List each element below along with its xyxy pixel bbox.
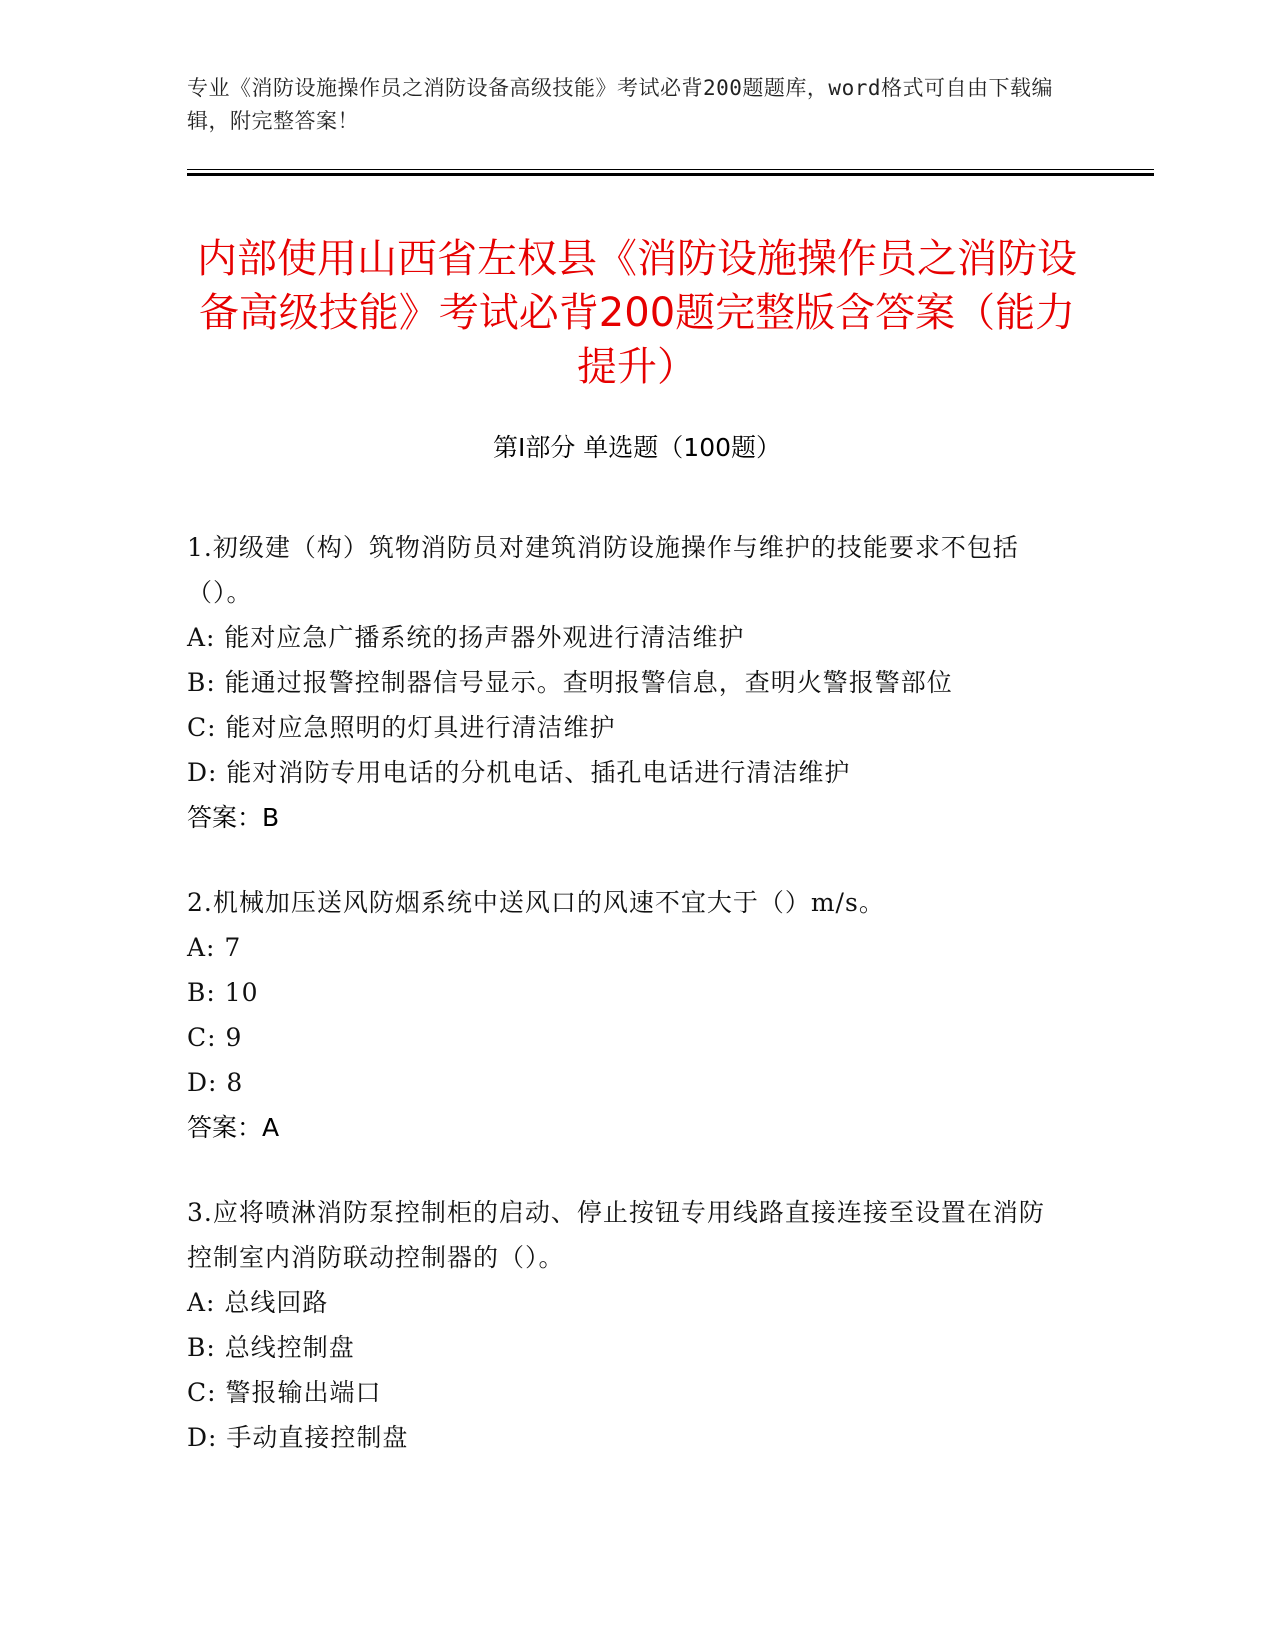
document-title: 内部使用山西省左权县《消防设施操作员之消防设备高级技能》考试必背200题完整版含答案（能力提升） — [197, 236, 1077, 390]
header-divider-thin — [187, 169, 1154, 170]
option-b: B: 总线控制盘 — [187, 1333, 355, 1362]
option-c: C: 警报输出端口 — [187, 1378, 382, 1407]
question-3 — [187, 1190, 1067, 1460]
header-divider-thick — [187, 173, 1154, 176]
question-1 — [187, 525, 1067, 840]
option-a: A: 7 — [187, 933, 242, 962]
question-stem: 1.初级建（构）筑物消防员对建筑消防设施操作与维护的技能要求不包括（）。 — [187, 533, 1019, 607]
option-c: C: 能对应急照明的灯具进行清洁维护 — [187, 713, 616, 742]
answer-line: 答案：B — [187, 803, 280, 832]
question-stem: 2.机械加压送风防烟系统中送风口的风速不宜大于（）m/s。 — [187, 888, 885, 917]
option-b: B: 能通过报警控制器信号显示。查明报警信息，查明火警报警部位 — [187, 668, 953, 697]
option-a: A: 能对应急广播系统的扬声器外观进行清洁维护 — [187, 623, 745, 652]
option-d: D: 手动直接控制盘 — [187, 1423, 409, 1452]
option-c: C: 9 — [187, 1023, 243, 1052]
section-heading: 第Ⅰ部分 单选题（100题） — [492, 433, 782, 462]
header-note: 专业《消防设施操作员之消防设备高级技能》考试必背200题题库，word格式可自由下载编辑，附完整答案！ — [187, 76, 1053, 133]
option-a: A: 总线回路 — [187, 1288, 329, 1317]
question-2 — [187, 880, 1067, 1150]
option-b: B: 10 — [187, 978, 259, 1007]
question-stem: 3.应将喷淋消防泵控制柜的启动、停止按钮专用线路直接连接至设置在消防控制室内消防联动控制器的（）。 — [187, 1198, 1045, 1272]
option-d: D: 8 — [187, 1068, 244, 1097]
option-d: D: 能对消防专用电话的分机电话、插孔电话进行清洁维护 — [187, 758, 851, 787]
question-list — [187, 525, 1067, 1500]
answer-line: 答案：A — [187, 1113, 280, 1142]
